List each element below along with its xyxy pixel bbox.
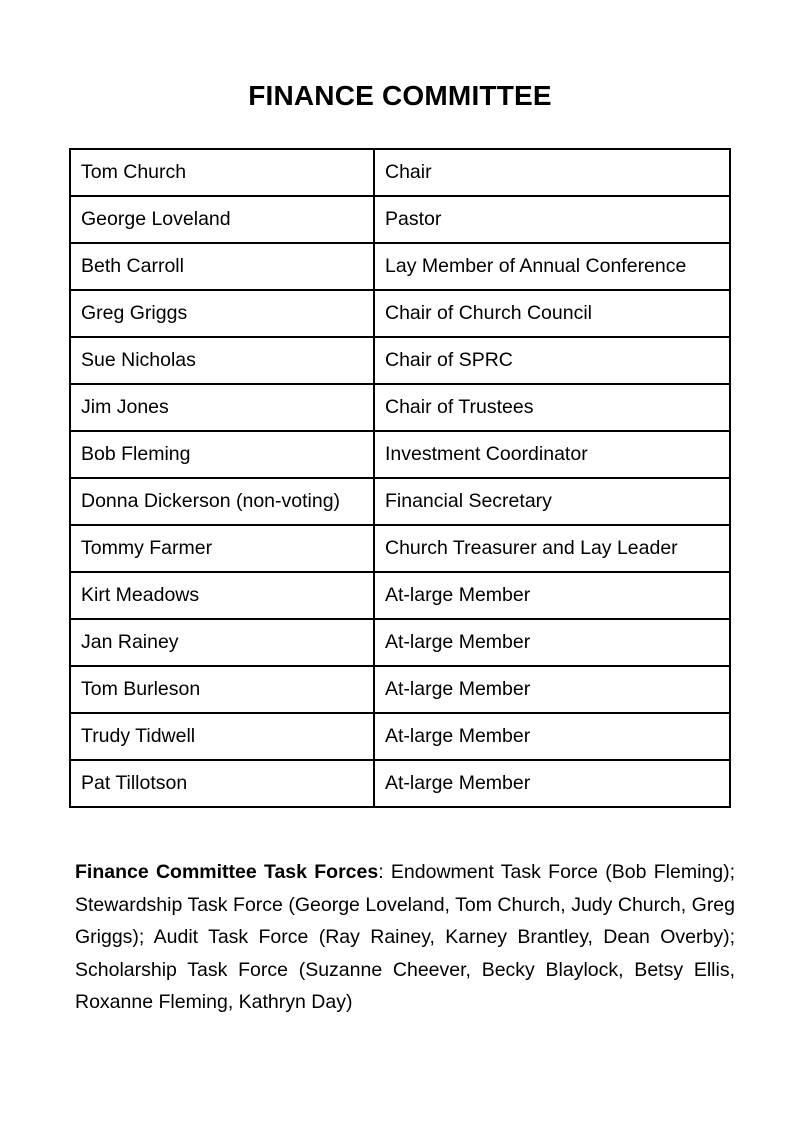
member-role: Financial Secretary	[374, 478, 730, 525]
member-role: Investment Coordinator	[374, 431, 730, 478]
member-role: Pastor	[374, 196, 730, 243]
table-row	[70, 619, 730, 666]
member-role: Church Treasurer and Lay Leader	[374, 525, 730, 572]
committee-members-table	[69, 148, 731, 808]
member-name: Kirt Meadows	[70, 572, 374, 619]
table-row	[70, 290, 730, 337]
member-role: At-large Member	[374, 666, 730, 713]
member-name: Sue Nicholas	[70, 337, 374, 384]
task-forces-label: Finance Committee Task Forces	[75, 861, 379, 883]
table-row	[70, 713, 730, 760]
table-row	[70, 337, 730, 384]
task-forces-text: : Endowment Task Force (Bob Fleming); Stewardship Task Force (George Loveland, Tom Church, Judy Church, Greg Griggs); Audit Task Force (Ray Rainey, Karney Brantley, Dean Overby); Scholarship Task Force (Suzanne Cheever, Becky Blaylock, Betsy Ellis, Roxanne Fleming, Kathryn Day)	[75, 861, 736, 1013]
member-name: Jan Rainey	[70, 619, 374, 666]
table-row	[70, 478, 730, 525]
member-role: At-large Member	[374, 619, 730, 666]
member-name: Tom Church	[70, 149, 374, 196]
member-role: Lay Member of Annual Conference	[374, 243, 730, 290]
member-name: Beth Carroll	[70, 243, 374, 290]
member-name: Pat Tillotson	[70, 760, 374, 807]
table-row	[70, 525, 730, 572]
table-row	[70, 431, 730, 478]
member-name: Bob Fleming	[70, 431, 374, 478]
table-row	[70, 760, 730, 807]
table-row	[70, 196, 730, 243]
table-row	[70, 149, 730, 196]
member-name: Tom Burleson	[70, 666, 374, 713]
member-name: Greg Griggs	[70, 290, 374, 337]
member-name: Jim Jones	[70, 384, 374, 431]
member-role: At-large Member	[374, 713, 730, 760]
member-name: Donna Dickerson (non-voting)	[70, 478, 374, 525]
member-name: Trudy Tidwell	[70, 713, 374, 760]
member-role: At-large Member	[374, 760, 730, 807]
member-role: Chair of Church Council	[374, 290, 730, 337]
page-title: FINANCE COMMITTEE	[248, 80, 552, 111]
member-role: Chair of SPRC	[374, 337, 730, 384]
table-row	[70, 572, 730, 619]
member-name: George Loveland	[70, 196, 374, 243]
member-name: Tommy Farmer	[70, 525, 374, 572]
table-row	[70, 384, 730, 431]
task-forces-paragraph	[75, 856, 735, 1019]
table-row	[70, 666, 730, 713]
member-role: At-large Member	[374, 572, 730, 619]
member-role: Chair	[374, 149, 730, 196]
table-row	[70, 243, 730, 290]
member-role: Chair of Trustees	[374, 384, 730, 431]
